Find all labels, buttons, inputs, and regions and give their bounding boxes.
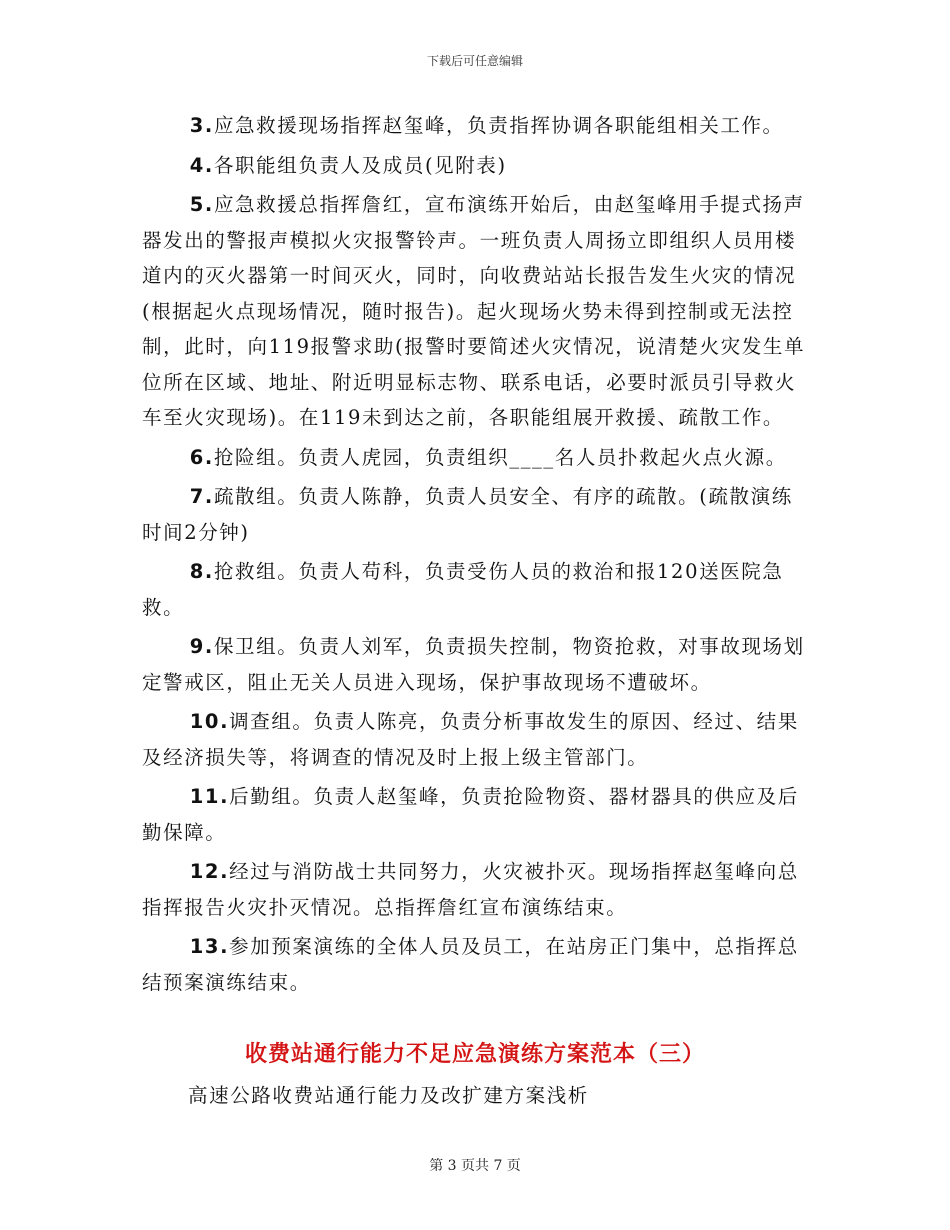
paragraph-text: 抢险组。负责人虎园，负责组织____名人员扑救起火点火源。 [213,445,787,469]
item-number: 12. [189,860,230,883]
paragraph-7 [142,479,810,550]
paragraph-3 [142,108,810,144]
paragraph-text: 调查组。负责人陈亮，负责分析事故发生的原因、经过、结果及经济损失等，将调查的情况及时上报上级主管部门。 [142,710,799,769]
paragraph-4 [142,148,810,184]
item-number: 13. [189,935,230,958]
item-number: 7. [189,485,214,508]
paragraph-text: 应急救援总指挥詹红，宣布演练开始后，由赵玺峰用手提式扬声器发出的警报声模拟火灾报警铃声。一班负责人周扬立即组织人员用楼道内的灭火器第一时间灭火，同时，向收费站站长报告发生火灾的情况(根据起火点现场情况，随时报告)。起火现场火势未得到控制或无法控制，此时，向119报警求助(报警时要简述火灾情况，说清楚火灾发生单位所在区域、地址、附近明显标志物、联系电话，必要时派员引导救火车至火灾现场)。在119未到达之前，各职能组展开救援、疏散工作。 [142,193,806,429]
item-number: 10. [189,710,230,733]
section-subtitle: 高速公路收费站通行能力及改扩建方案浅析 [188,1084,589,1107]
paragraph-text: 参加预案演练的全体人员及员工，在站房正门集中，总指挥总结预案演练结束。 [142,935,799,994]
paragraph-text: 保卫组。负责人刘军，负责损失控制，物资抢救，对事故现场划定警戒区，阻止无关人员进入现场，保护事故现场不遭破坏。 [142,635,805,694]
paragraph-text: 后勤组。负责人赵玺峰，负责抢险物资、器材器具的供应及后勤保障。 [142,785,799,844]
paragraph-text: 经过与消防战士共同努力，火灾被扑灭。现场指挥赵玺峰向总指挥报告火灾扑灭情况。总指挥詹红宣布演练结束。 [142,860,799,919]
paragraph-10 [142,704,810,775]
paragraph-text: 各职能组负责人及成员(见附表) [213,153,507,177]
paragraph-text: 疏散组。负责人陈静，负责人员安全、有序的疏散。(疏散演练时间2分钟) [142,485,793,544]
section-title: 收费站通行能力不足应急演练方案范本（三） [244,1042,705,1067]
item-number: 11. [189,785,230,808]
item-number: 6. [189,445,214,469]
document-body [142,108,810,1004]
paragraph-11 [142,779,810,850]
item-number: 9. [189,635,214,658]
item-number: 4. [189,153,214,177]
page-header: 下载后可任意编辑 [426,54,523,68]
item-number: 3. [189,114,214,137]
paragraph-9 [142,629,810,700]
paragraph-8 [142,554,810,625]
item-number: 5. [189,193,214,216]
paragraph-6 [142,440,810,476]
paragraph-5 [142,187,810,436]
page-footer: 第 3 页共 7 页 [429,1158,521,1174]
paragraph-text: 抢救组。负责人苟科，负责受伤人员的救治和报120送医院急救。 [142,560,784,619]
paragraph-13 [142,929,810,1000]
paragraph-text: 应急救援现场指挥赵玺峰，负责指挥协调各职能组相关工作。 [213,114,784,137]
item-number: 8. [189,560,214,583]
paragraph-12 [142,854,810,925]
